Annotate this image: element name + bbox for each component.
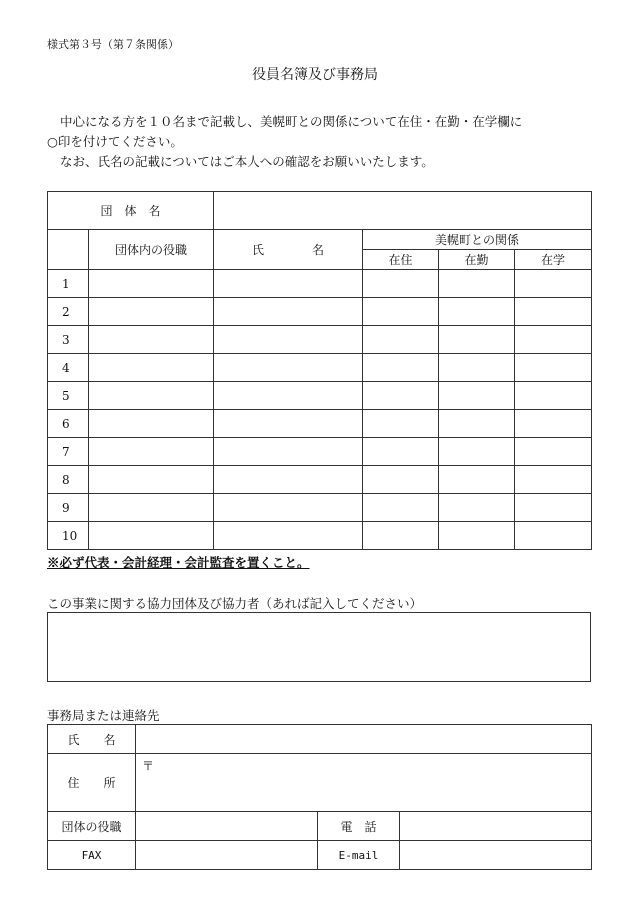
officer-row	[48, 438, 592, 466]
officer-row	[48, 354, 592, 382]
officer-reside-field[interactable]	[363, 326, 439, 354]
office-name-label: 氏 名	[48, 725, 136, 754]
officer-role-field[interactable]	[89, 466, 214, 494]
officer-study-field[interactable]	[515, 354, 592, 382]
officer-work-field[interactable]	[439, 326, 515, 354]
office-fax-field[interactable]	[136, 841, 318, 870]
officer-row-number: 7	[48, 438, 89, 466]
officer-role-field[interactable]	[89, 382, 214, 410]
officer-row-number: 10	[48, 522, 89, 550]
officer-reside-field[interactable]	[363, 410, 439, 438]
officer-work-field[interactable]	[439, 438, 515, 466]
group-name-label: 団 体 名	[48, 192, 214, 230]
officer-row	[48, 494, 592, 522]
officer-study-field[interactable]	[515, 522, 592, 550]
cooperators-label: この事業に関する協力団体及び協力者（あれば記入してください）	[47, 596, 423, 611]
officer-row-number: 4	[48, 354, 89, 382]
officer-name-field[interactable]	[214, 466, 363, 494]
officer-work-field[interactable]	[439, 298, 515, 326]
form-number: 様式第３号（第７条関係）	[47, 38, 179, 51]
officer-study-field[interactable]	[515, 438, 592, 466]
officer-reside-field[interactable]	[363, 438, 439, 466]
office-role-label: 団体の役職	[48, 812, 136, 841]
officer-study-field[interactable]	[515, 494, 592, 522]
instruction-line-1: 中心になる方を１０名まで記載し、美幌町との関係について在住・在勤・在学欄に	[60, 114, 523, 129]
instruction-line-3: なお、氏名の記載についてはご本人への確認をお願いいたします。	[60, 154, 434, 169]
work-header: 在勤	[439, 250, 515, 270]
officer-study-field[interactable]	[515, 410, 592, 438]
officer-name-field[interactable]	[214, 354, 363, 382]
officer-row	[48, 298, 592, 326]
office-name-field[interactable]	[136, 725, 592, 754]
officer-reside-field[interactable]	[363, 494, 439, 522]
officer-work-field[interactable]	[439, 270, 515, 298]
officer-row-number: 5	[48, 382, 89, 410]
office-fax-label: FAX	[48, 841, 136, 870]
officer-row	[48, 522, 592, 550]
officer-reside-field[interactable]	[363, 270, 439, 298]
cooperators-field[interactable]	[47, 612, 591, 682]
officer-name-field[interactable]	[214, 326, 363, 354]
officer-reside-field[interactable]	[363, 354, 439, 382]
number-header	[48, 230, 89, 270]
officer-row-number: 8	[48, 466, 89, 494]
group-name-field[interactable]	[214, 192, 592, 230]
officer-work-field[interactable]	[439, 522, 515, 550]
officer-role-field[interactable]	[89, 298, 214, 326]
officer-work-field[interactable]	[439, 494, 515, 522]
reside-header: 在住	[363, 250, 439, 270]
officer-reside-field[interactable]	[363, 298, 439, 326]
officer-name-field[interactable]	[214, 438, 363, 466]
officer-work-field[interactable]	[439, 382, 515, 410]
officer-name-field[interactable]	[214, 382, 363, 410]
page-title: 役員名簿及び事務局	[252, 67, 378, 83]
office-address-label: 住 所	[48, 754, 136, 812]
name-header: 氏 名	[214, 230, 363, 270]
officer-role-field[interactable]	[89, 522, 214, 550]
officer-role-field[interactable]	[89, 410, 214, 438]
instruction-line-2: ○印を付けてください。	[47, 134, 183, 149]
officers-table	[47, 191, 592, 550]
officer-role-field[interactable]	[89, 494, 214, 522]
officer-work-field[interactable]	[439, 466, 515, 494]
officer-name-field[interactable]	[214, 494, 363, 522]
officer-row-number: 3	[48, 326, 89, 354]
officer-row	[48, 466, 592, 494]
postal-mark: 〒	[142, 759, 155, 773]
requirement-note: ※必ず代表・会計経理・会計監査を置くこと。	[47, 555, 310, 570]
officer-study-field[interactable]	[515, 326, 592, 354]
officer-work-field[interactable]	[439, 354, 515, 382]
officer-name-field[interactable]	[214, 410, 363, 438]
officer-role-field[interactable]	[89, 270, 214, 298]
office-address-field[interactable]	[136, 754, 592, 812]
officer-reside-field[interactable]	[363, 522, 439, 550]
officer-row	[48, 270, 592, 298]
instructions	[47, 112, 592, 172]
officer-study-field[interactable]	[515, 382, 592, 410]
role-header: 団体内の役職	[89, 230, 214, 270]
study-header: 在学	[515, 250, 592, 270]
officer-rows	[48, 270, 592, 550]
officer-role-field[interactable]	[89, 326, 214, 354]
officer-role-field[interactable]	[89, 438, 214, 466]
office-role-field[interactable]	[136, 812, 318, 841]
office-phone-field[interactable]	[400, 812, 592, 841]
officer-name-field[interactable]	[214, 298, 363, 326]
office-table	[47, 724, 592, 870]
officer-reside-field[interactable]	[363, 466, 439, 494]
officer-row-number: 9	[48, 494, 89, 522]
officer-row	[48, 326, 592, 354]
office-phone-label: 電 話	[318, 812, 400, 841]
officer-study-field[interactable]	[515, 466, 592, 494]
officer-name-field[interactable]	[214, 522, 363, 550]
officer-name-field[interactable]	[214, 270, 363, 298]
officer-role-field[interactable]	[89, 354, 214, 382]
office-email-field[interactable]	[400, 841, 592, 870]
office-section-label: 事務局または連絡先	[47, 708, 160, 723]
officer-row-number: 1	[48, 270, 89, 298]
officer-row-number: 2	[48, 298, 89, 326]
officer-reside-field[interactable]	[363, 382, 439, 410]
officer-row	[48, 382, 592, 410]
office-email-label: E-mail	[318, 841, 400, 870]
officer-row	[48, 410, 592, 438]
officer-row-number: 6	[48, 410, 89, 438]
officer-study-field[interactable]	[515, 270, 592, 298]
officer-study-field[interactable]	[515, 298, 592, 326]
officer-work-field[interactable]	[439, 410, 515, 438]
relation-header: 美幌町との関係	[363, 230, 592, 250]
